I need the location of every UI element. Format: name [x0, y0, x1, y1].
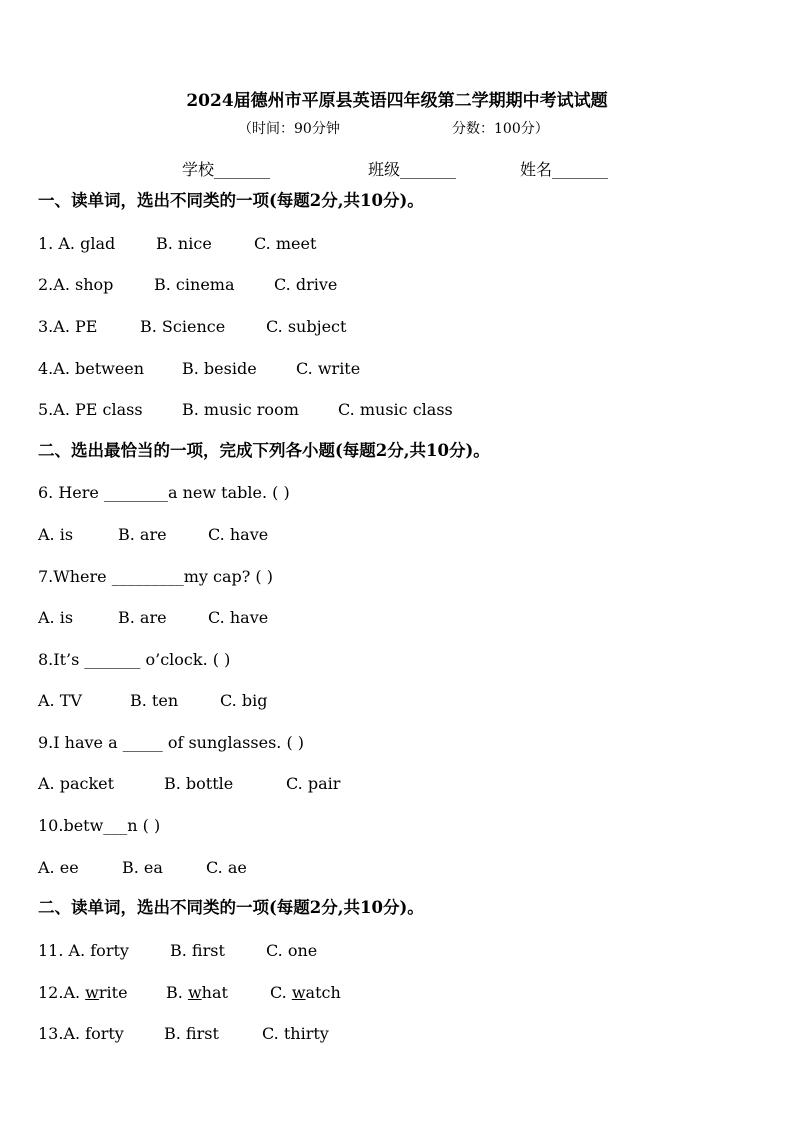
- question-6-stem: 6. Here ________a new table. ( ): [38, 483, 290, 502]
- option-b: B. beside: [182, 359, 257, 378]
- score-label: 分数：100分）: [452, 121, 549, 137]
- option-a: 5.A. PE class: [38, 400, 143, 419]
- option-a: A. is: [38, 608, 74, 627]
- option-a: A. ee: [38, 858, 79, 877]
- question-4: [38, 359, 361, 379]
- option-a: A. packet: [38, 774, 115, 793]
- time-label: （时间：90分钟: [238, 121, 340, 137]
- class-field: 班级_______: [368, 160, 457, 179]
- option-a: A. is: [38, 525, 74, 544]
- question-2: [38, 275, 338, 295]
- section-heading-1: 一、读单词，选出不同类的一项(每题2分,共10分)。: [38, 191, 424, 210]
- option-c: C. drive: [274, 275, 338, 294]
- option-a: 1. A. glad: [38, 234, 116, 253]
- question-8-stem: 8.It’s _______ o’clock. ( ): [38, 650, 231, 669]
- option-b: B. what: [166, 983, 228, 1002]
- option-b: B. cinema: [154, 275, 235, 294]
- option-b: B. nice: [156, 234, 212, 253]
- option-c: C. one: [266, 941, 318, 960]
- question-5: [38, 400, 453, 420]
- option-c: C. have: [208, 525, 269, 544]
- option-b: B. first: [164, 1024, 219, 1043]
- question-7-stem: 7.Where _________my cap? ( ): [38, 567, 273, 586]
- question-8-options: [38, 691, 268, 711]
- option-a: 11. A. forty: [38, 941, 129, 960]
- section-heading-3: 二、读单词，选出不同类的一项(每题2分,共10分)。: [38, 898, 424, 917]
- option-a: 4.A. between: [38, 359, 145, 378]
- question-7-options: [38, 608, 269, 628]
- section-heading-2: 二、选出最恰当的一项，完成下列各小题(每题2分,共10分)。: [38, 441, 490, 460]
- option-c: C. write: [296, 359, 361, 378]
- option-a: 3.A. PE: [38, 317, 98, 336]
- option-b: B. music room: [182, 400, 299, 419]
- option-b: B. ea: [122, 858, 163, 877]
- question-9-stem: 9.I have a _____ of sunglasses. ( ): [38, 733, 305, 752]
- option-b: B. are: [118, 525, 167, 544]
- option-c: C. ae: [206, 858, 247, 877]
- option-c: C. meet: [254, 234, 317, 253]
- option-c: C. music class: [338, 400, 453, 419]
- question-6-options: [38, 525, 269, 545]
- option-c: C. thirty: [262, 1024, 329, 1043]
- option-b: B. are: [118, 608, 167, 627]
- question-10-stem: 10.betw___n ( ): [38, 816, 161, 835]
- option-c: C. pair: [286, 774, 341, 793]
- question-11: [38, 941, 318, 961]
- option-b: B. bottle: [164, 774, 234, 793]
- question-3: [38, 317, 347, 337]
- option-c: C. big: [220, 691, 268, 710]
- question-10-options: [38, 858, 247, 878]
- option-a: 2.A. shop: [38, 275, 114, 294]
- option-b: B. ten: [130, 691, 179, 710]
- school-field: 学校_______: [182, 160, 271, 179]
- page-title: 2024届德州市平原县英语四年级第二学期期中考试试题: [186, 91, 608, 111]
- option-c: C. have: [208, 608, 269, 627]
- name-field: 姓名_______: [520, 160, 609, 179]
- question-1: [38, 234, 317, 254]
- option-a: A. TV: [38, 691, 82, 710]
- question-12: [38, 983, 341, 1003]
- question-9-options: [38, 774, 341, 794]
- option-a: 13.A. forty: [38, 1024, 124, 1043]
- option-b: B. Science: [140, 317, 226, 336]
- option-b: B. first: [170, 941, 225, 960]
- option-a: 12.A. write: [38, 983, 128, 1002]
- question-13: [38, 1024, 329, 1044]
- option-c: C. watch: [270, 983, 341, 1002]
- option-c: C. subject: [266, 317, 347, 336]
